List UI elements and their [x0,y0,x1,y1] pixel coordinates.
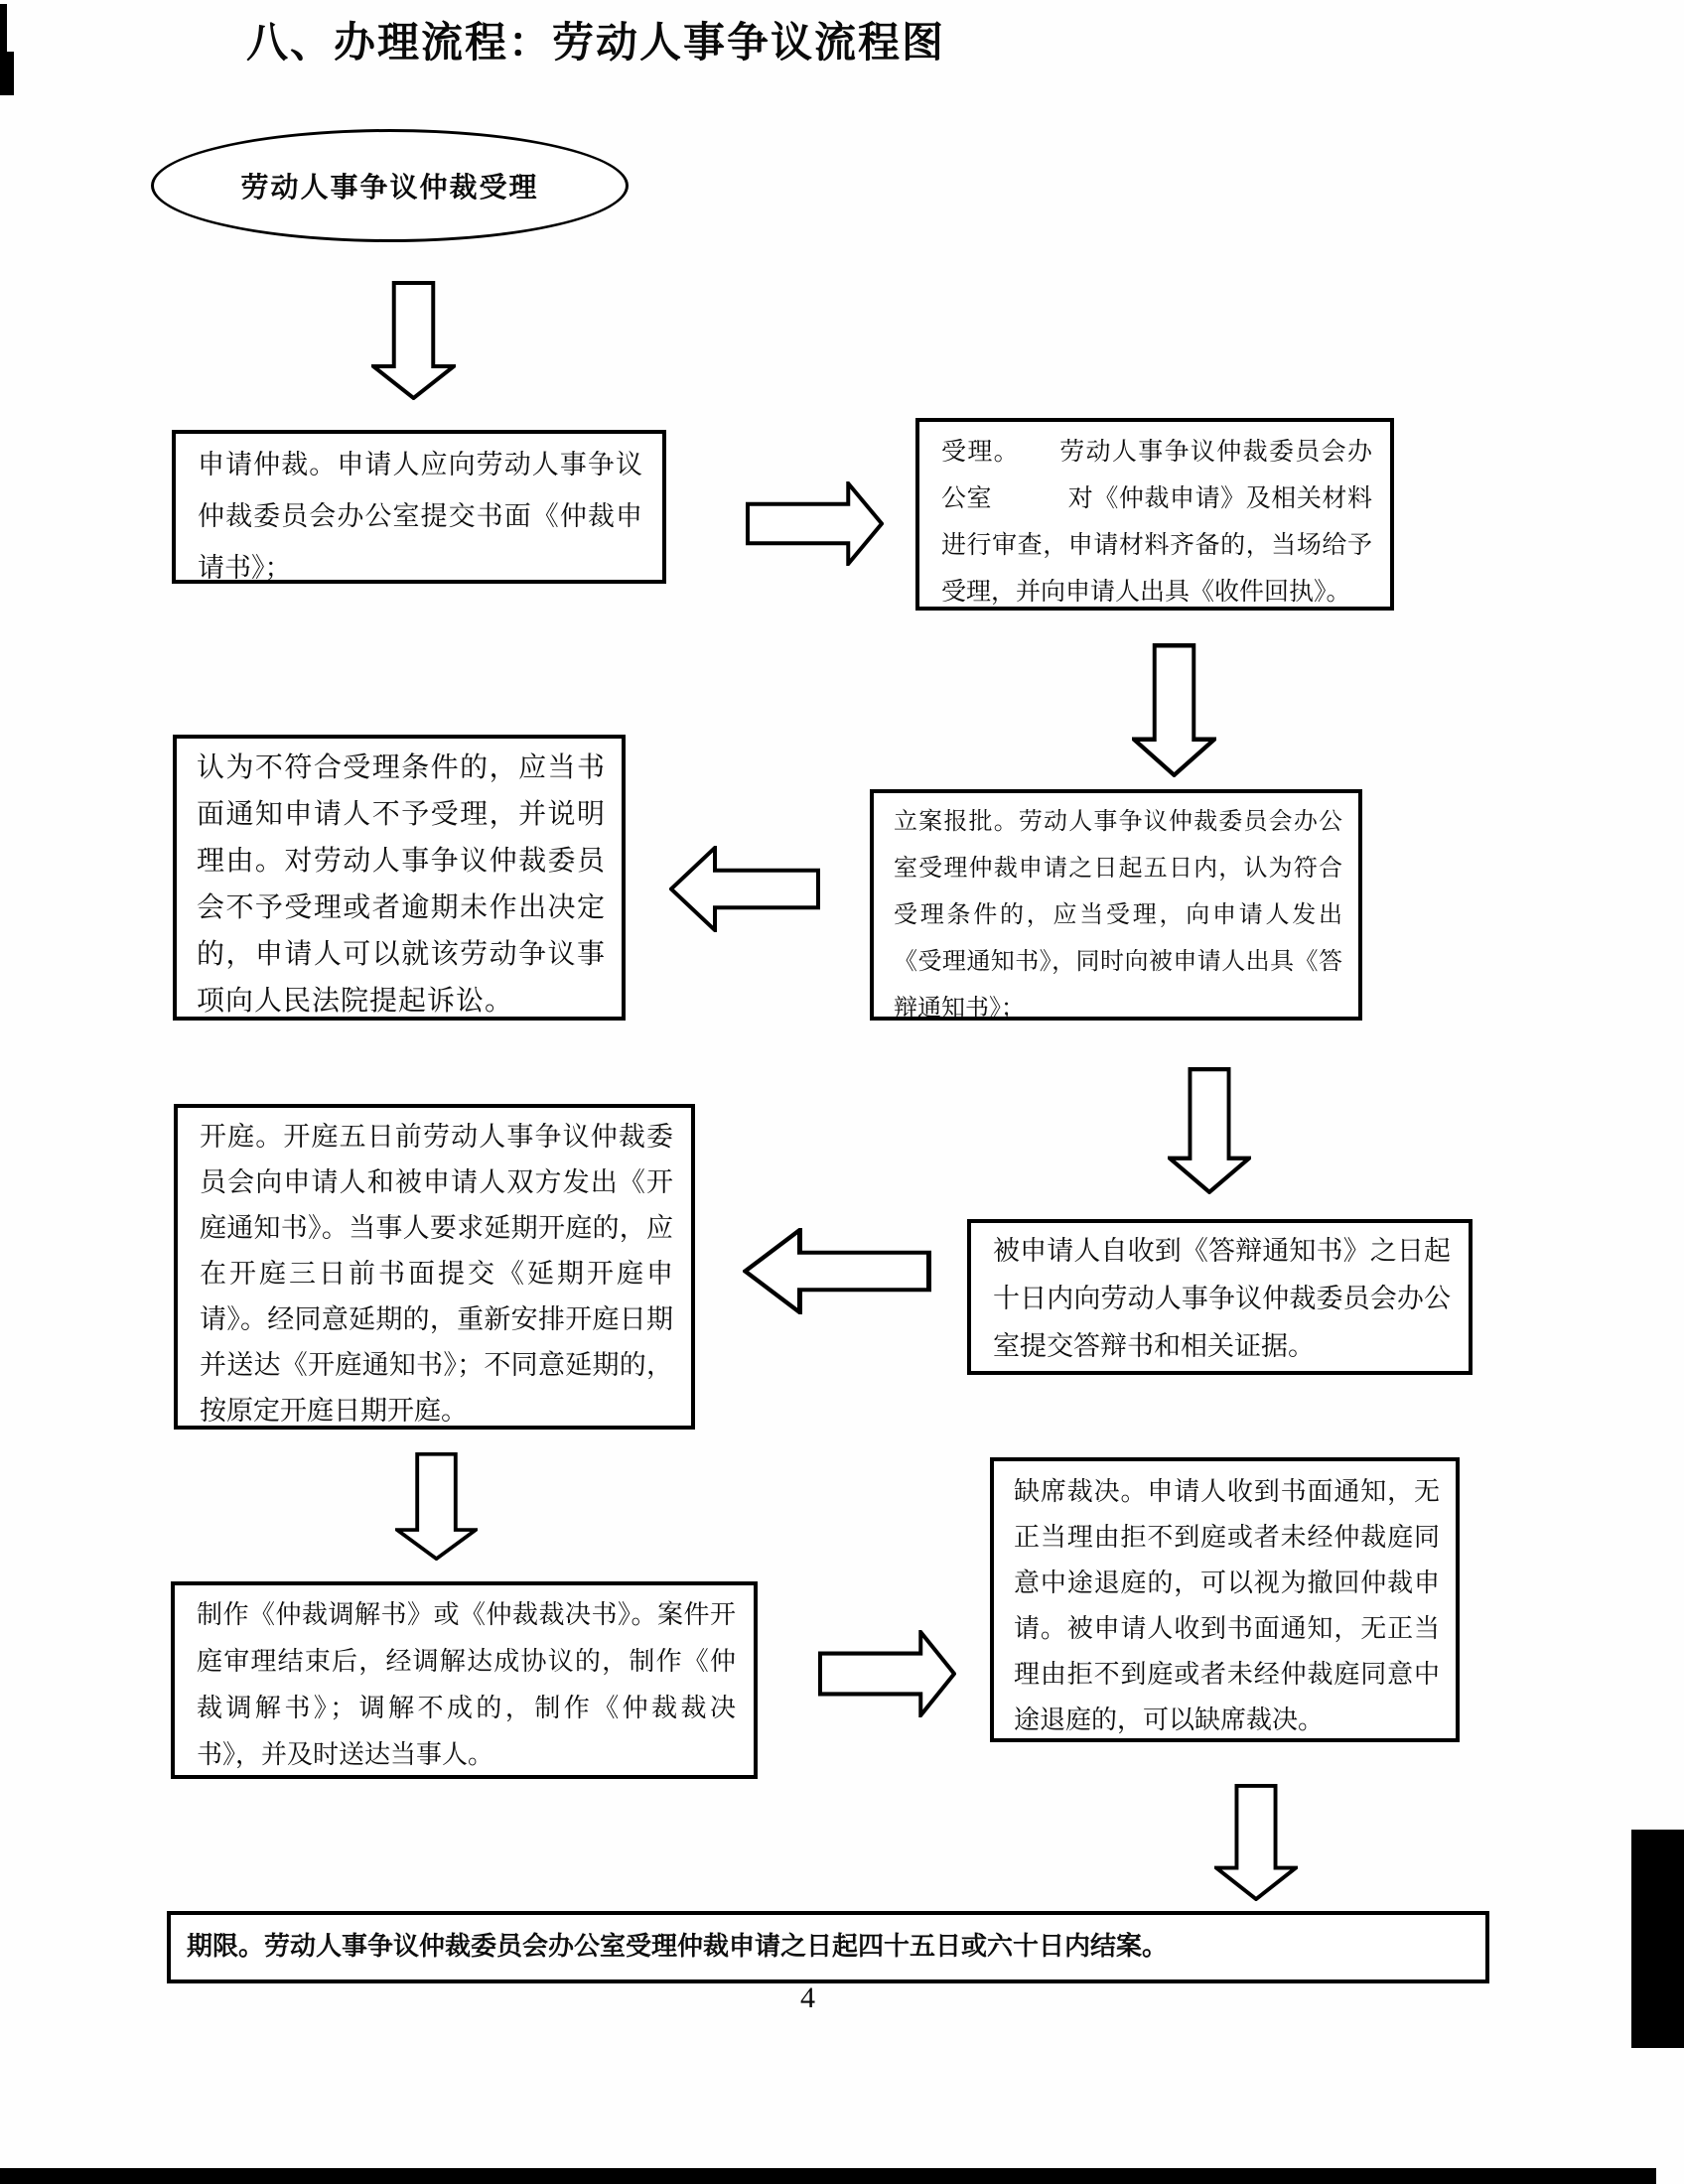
flow-start-label: 劳动人事争议仲裁受理 [240,173,539,204]
flow-box-filing: 立案报批。劳动人事争议仲裁委员会办公室受理仲裁申请之日起五日内，认为符合受理条件的，应当受理，向申请人发出《受理通知书》，同时向被申请人出具《答辩通知书》； [870,789,1362,1021]
flow-box-absent-ruling: 缺席裁决。申请人收到书面通知，无正当理由拒不到庭或者未经仲裁庭同意中途退庭的，可以视为撤回仲裁申请。被申请人收到书面通知，无正当理由拒不到庭或者未经仲裁庭同意中途退庭的，可以缺席裁决。 [990,1457,1460,1742]
flow-start-ellipse [151,129,629,242]
arrow-right-apply-to-accept-icon [746,481,884,566]
arrow-down-filing-to-defense-icon [1168,1067,1251,1194]
arrow-down-start-to-apply-icon [371,281,456,400]
flow-box-reject: 认为不符合受理条件的，应当书面通知申请人不予受理，并说明理由。对劳动人事争议仲裁委员会不予受理或者逾期未作出决定的，申请人可以就该劳动争议事项向人民法院提起诉讼。 [173,735,626,1021]
scan-artifact-left-blob [0,52,14,95]
page-number: 4 [800,1981,815,2014]
flow-box-defense: 被申请人自收到《答辩通知书》之日起十日内向劳动人事争议仲裁委员会办公室提交答辩书和相关证据。 [967,1219,1473,1375]
page-title: 八、办理流程：劳动人事争议流程图 [246,21,946,67]
flow-box-award: 制作《仲裁调解书》或《仲裁裁决书》。案件开庭审理结束后，经调解达成协议的，制作《仲裁调解书》；调解不成的，制作《仲裁裁决书》，并及时送达当事人。 [171,1581,758,1779]
scan-artifact-right-bar [1631,1830,1684,2048]
arrow-down-absent-to-deadline-icon [1214,1784,1298,1901]
flow-box-apply: 申请仲裁。申请人应向劳动人事争议仲裁委员会办公室提交书面《仲裁申请书》； [172,430,666,584]
arrow-left-defense-to-hearing-icon [743,1228,931,1314]
scan-artifact-bottom-band [0,2168,1656,2184]
arrow-left-filing-to-reject-icon [669,846,820,932]
arrow-down-accept-to-filing-icon [1132,643,1216,777]
flow-box-deadline: 期限。劳动人事争议仲裁委员会办公室受理仲裁申请之日起四十五日或六十日内结案。 [167,1911,1489,1983]
arrow-down-hearing-to-award-icon [395,1452,478,1561]
flow-box-accept: 受理。 劳动人事争议仲裁委员会办公室 对《仲裁申请》及相关材料进行审查，申请材料齐备的，当场给予受理，并向申请人出具《收件回执》。 [915,418,1394,611]
flow-box-hearing: 开庭。开庭五日前劳动人事争议仲裁委员会向申请人和被申请人双方发出《开庭通知书》。当事人要求延期开庭的，应在开庭三日前书面提交《延期开庭申请》。经同意延期的，重新安排开庭日期并送达《开庭通知书》；不同意延期的，按原定开庭日期开庭。 [174,1104,695,1430]
arrow-right-award-to-absent-icon [818,1630,956,1717]
